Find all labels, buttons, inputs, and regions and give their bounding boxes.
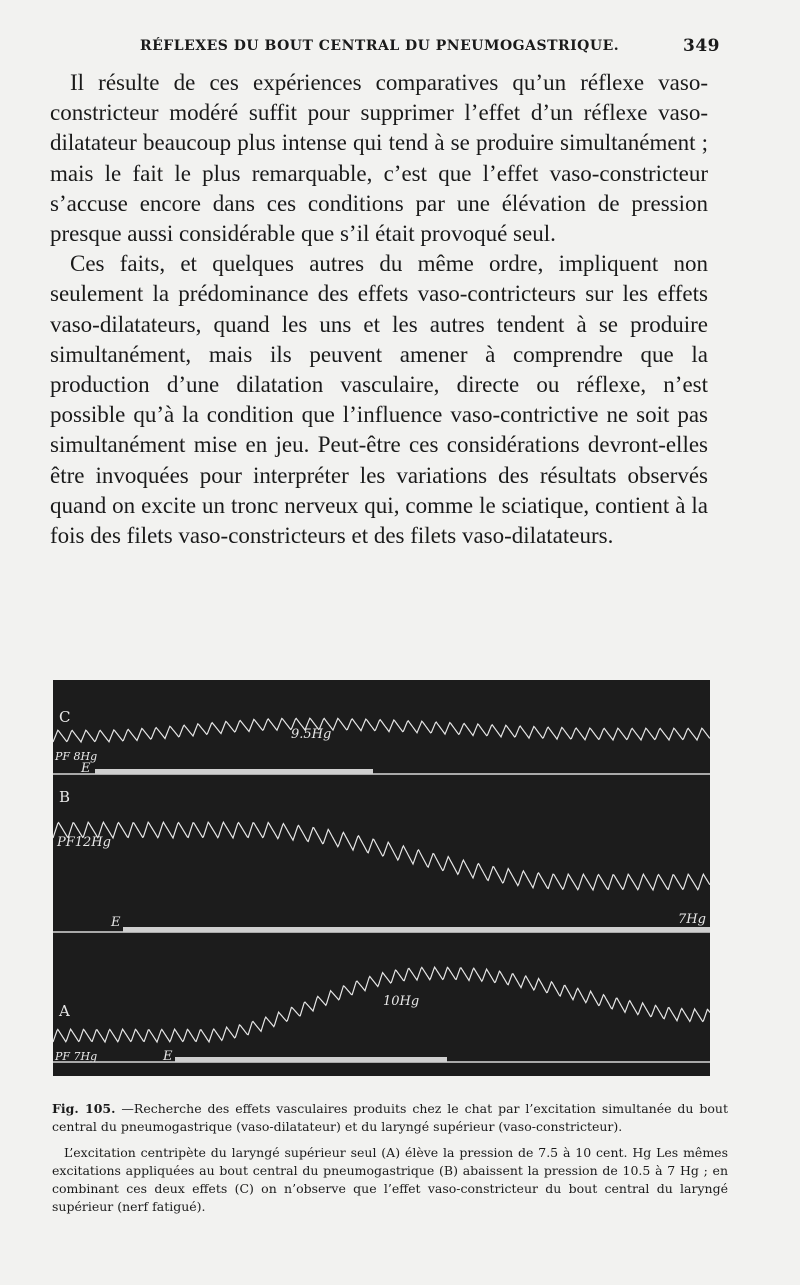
caption-label: Fig. 105. (52, 1101, 116, 1116)
caption-title (52, 1100, 728, 1136)
trace-c-pressure-curve (53, 718, 710, 742)
trace-c-pressure-label: 9.5Hg (291, 727, 332, 742)
kymograph-traces (53, 680, 710, 1076)
kymograph-figure (53, 680, 710, 1076)
trace-b-signal-label: E (111, 915, 121, 930)
paragraph: Ces faits, et quelques autres du même ordre, impliquent non seulement la prédominance des effets vaso-contricteurs sur les effets vaso-dilatateurs, quand les uns et les autres tendent à se produire simultanément, mais ils peuvent amener à comprendre que la production d’une dilatation vasculaire, directe ou réflexe, n’est possible qu’à la condition que l’influence vaso-contrictive ne soit pas simultanément mise en jeu. Peut-être ces considérations devront-elles être invoquées pour interpréter les variations des résultats observés quand on excite un tronc nerveux qui, comme le sciatique, contient à la fois des filets vaso-constricteurs et des filets vaso-dilatateurs. (50, 251, 708, 549)
figure-caption (52, 1100, 728, 1216)
caption-legend: L’excitation centripète du laryngé supérieur seul (A) élève la pression de 7.5 à 10 cent. Hg Les mêmes excitations appliquées au bout central du pneumogastrique (B) abaissent la pression de 10.5 à 7 Hg ; en combinant ces deux effets (C) on n’observe que l’effet vaso-constricteur du bout central du laryngé supérieur (nerf fatigué). (52, 1145, 728, 1214)
trace-a-pressure-curve (53, 967, 710, 1042)
running-head-title: RÉFLEXES DU BOUT CENTRAL DU PNEUMOGASTRIQUE. (140, 38, 620, 54)
trace-b-pressure-curve (53, 822, 710, 890)
trace-a-start-label: PF 7Hg (55, 1050, 98, 1063)
trace-c-signal-label: E (81, 761, 91, 776)
trace-a-signal-label: E (163, 1049, 173, 1064)
trace-c-signal-bar (95, 769, 373, 774)
caption-text: —Recherche des effets vasculaires produits chez le chat par l’excitation simultanée du bout central du pneumogastrique (vaso-dilatateur) et du laryngé supérieur (vaso-constricteur). (52, 1101, 728, 1134)
trace-b-label: B (59, 788, 71, 806)
trace-b-pressure-label: 7Hg (678, 912, 706, 927)
page-number: 349 (683, 36, 720, 56)
running-head (120, 36, 720, 58)
trace-a-label: A (59, 1002, 70, 1020)
trace-b-start-label: PF12Hg (57, 835, 111, 850)
trace-a-pressure-label: 10Hg (383, 994, 420, 1009)
paragraph: Il résulte de ces expériences comparatives qu’un réflexe vaso-constricteur modéré suffit pour supprimer l’effet d’un réflexe vaso-dilatateur beaucoup plus intense qui tend à se produire simultanément ; mais le fait le plus remarquable, c’est que l’effet vaso-constricteur s’accuse encore dans ces conditions par une élévation de pression presque aussi considérable que s’il était provoqué seul. (50, 70, 708, 247)
trace-a-signal-bar (175, 1057, 447, 1062)
trace-c-start-label: PF 8Hg (55, 750, 98, 763)
body-text (50, 68, 708, 551)
trace-c-label: C (59, 708, 71, 726)
trace-b-signal-bar (123, 927, 710, 932)
